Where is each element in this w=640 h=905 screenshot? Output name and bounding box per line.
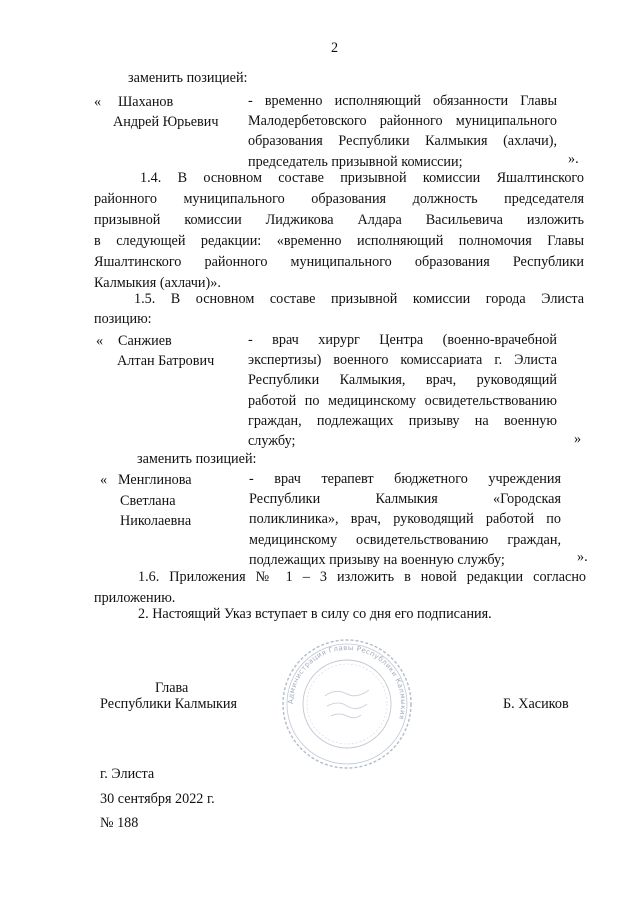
person-name-menglinova-3: Николаевна xyxy=(120,513,192,529)
replace-intro-1: заменить позицией: xyxy=(128,70,248,86)
desc-line: Республики Калмыкия «Городская xyxy=(249,491,561,508)
desc-line: образования Республики Калмыкия (ахлачи), xyxy=(248,133,557,150)
desc-line: - временно исполняющий обязанности Главы xyxy=(248,93,557,109)
desc-line: Малодербетовского районного муниципального xyxy=(248,113,557,130)
signatory-title-1: Глава xyxy=(155,680,189,696)
desc-line: работой по медицинскому освидетельствованию xyxy=(248,392,557,409)
paragraph-1-5-line: позицию: xyxy=(94,311,152,327)
seal-text: Администрация Главы Республики Калмыкия xyxy=(286,643,408,721)
signatory-title-2: Республики Калмыкия xyxy=(100,696,238,712)
page-number: 2 xyxy=(331,40,339,56)
open-quote-2: « xyxy=(96,333,104,349)
close-quote-1: ». xyxy=(568,151,579,167)
decree-number: № 188 xyxy=(100,815,139,831)
paragraph-1-5-line: 1.5. В основном составе призывной комиссии города Элиста xyxy=(134,291,584,307)
desc-line: медицинскому освидетельствованию граждан, xyxy=(249,531,561,548)
date-of-signing: 30 сентября 2022 г. xyxy=(100,791,215,807)
paragraph-1-6-line: 1.6. Приложения № 1 – 3 изложить в новой редакции согласно xyxy=(138,569,586,585)
official-seal-icon xyxy=(277,634,417,774)
position-description-3 xyxy=(249,469,561,570)
position-description-2 xyxy=(248,330,557,451)
paragraph-2: 2. Настоящий Указ вступает в силу со дня его подписания. xyxy=(138,606,492,622)
replace-intro-2: заменить позицией: xyxy=(137,451,257,467)
person-name-shakhanov-1: Шаханов xyxy=(118,94,174,110)
open-quote-1: « xyxy=(94,94,102,110)
signatory-name: Б. Хасиков xyxy=(503,696,569,712)
desc-line: - врач терапевт бюджетного учреждения xyxy=(249,471,561,487)
paragraph-1-4-line: 1.4. В основном составе призывной комиссии Яшалтинского xyxy=(140,170,584,186)
person-name-shakhanov-2: Андрей Юрьевич xyxy=(113,114,219,130)
desc-line: председатель призывной комиссии; xyxy=(248,153,463,170)
desc-line: подлежащих призыву на военную службу; xyxy=(249,551,505,568)
desc-line: службу; xyxy=(248,433,296,450)
paragraph-1-4-line: Калмыкия (ахлачи)». xyxy=(94,275,221,291)
person-name-menglinova-1: Менглинова xyxy=(118,472,192,488)
paragraph-1-4-line: Яшалтинского районного муниципального образования Республики xyxy=(94,254,584,270)
close-quote-2: » xyxy=(574,431,582,447)
paragraph-1-6-line: приложению. xyxy=(94,590,176,606)
close-quote-3: ». xyxy=(577,549,588,565)
position-description-1 xyxy=(248,91,557,172)
person-name-sanzhiev-1: Санжиев xyxy=(118,333,172,349)
desc-line: - врач хирург Центра (военно-врачебной xyxy=(248,332,557,348)
desc-line: Республики Калмыкия, врач, руководящий xyxy=(248,372,557,389)
paragraph-1-4-line: районного муниципального образования должность председателя xyxy=(94,191,584,207)
desc-line: поликлиника», врач, руководящий работой по xyxy=(249,511,561,528)
paragraph-1-4-line: призывной комиссии Лиджикова Алдара Васильевича изложить xyxy=(94,212,584,228)
person-name-menglinova-2: Светлана xyxy=(120,493,176,509)
open-quote-3: « xyxy=(100,472,108,488)
place-of-signing: г. Элиста xyxy=(100,766,155,782)
desc-line: граждан, подлежащих призыву на военную xyxy=(248,412,557,429)
paragraph-1-4-line: в следующей редакции: «временно исполняющий полномочия Главы xyxy=(94,233,584,249)
desc-line: экспертизы) военного комиссариата г. Элиста xyxy=(248,352,557,369)
person-name-sanzhiev-2: Алтан Батрович xyxy=(117,353,215,369)
